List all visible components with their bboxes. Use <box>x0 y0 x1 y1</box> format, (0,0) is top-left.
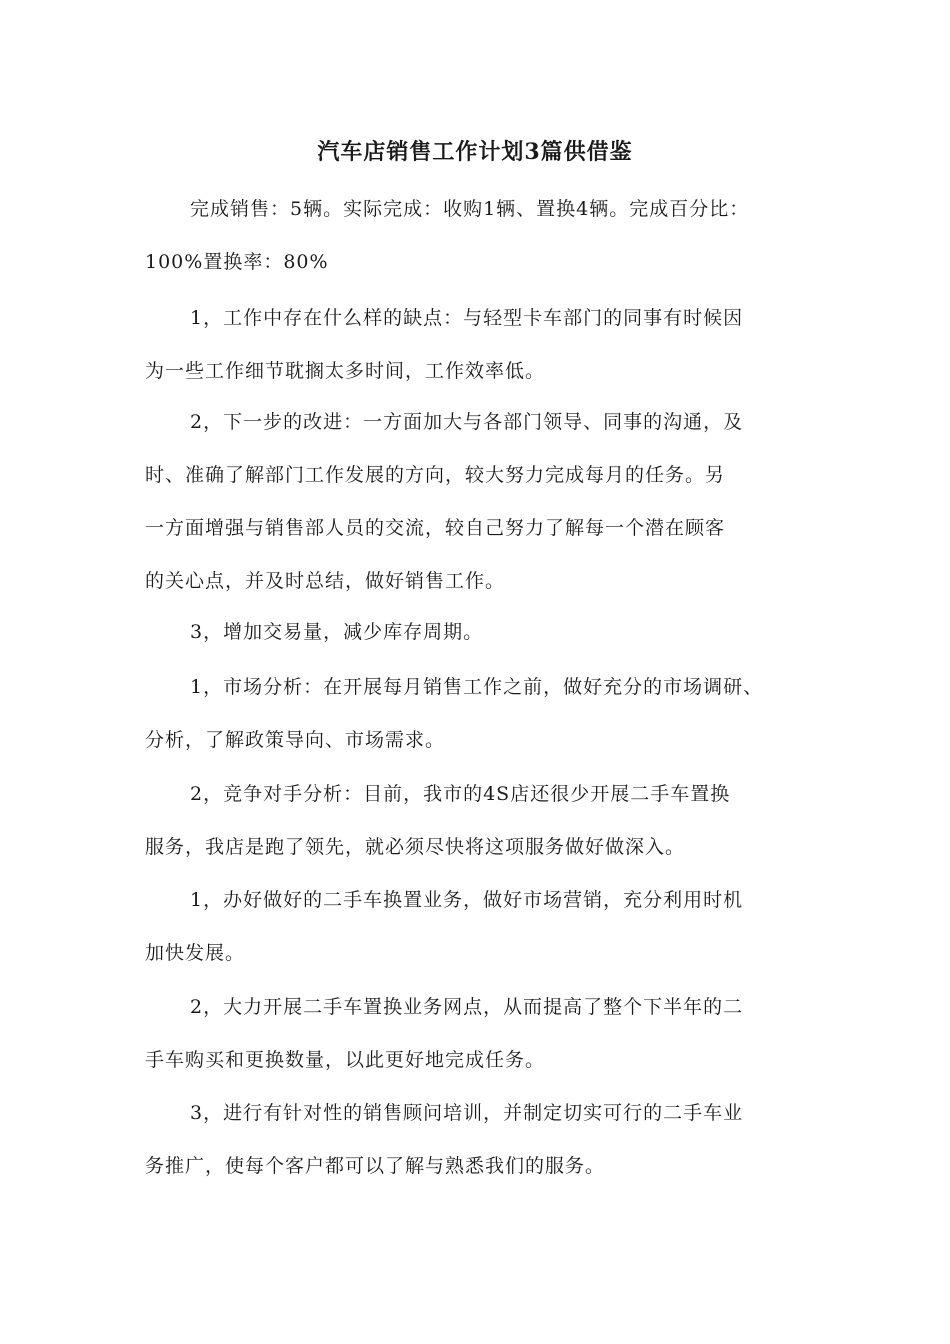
paragraph-replacement-network <box>145 981 815 1087</box>
paragraph-line: 时、准确了解部门工作发展的方向，较大努力完成每月的任务。另 <box>145 464 726 486</box>
paragraph-line: 服务，我店是跑了领先，就必须尽快将这项服务做好做深入。 <box>145 836 686 858</box>
paragraph-sales-training <box>145 1087 815 1193</box>
paragraph-line: 2，大力开展二手车置换业务网点，从而提高了整个下半年的二 <box>190 996 744 1018</box>
paragraph-market-analysis <box>145 661 815 767</box>
paragraph-line: 1，市场分析：在开展每月销售工作之前，做好充分的市场调研、 <box>190 676 764 698</box>
paragraph-competitor-analysis <box>145 768 815 874</box>
paragraph-line: 3，增加交易量，减少库存周期。 <box>190 621 484 643</box>
paragraph-line: 1，工作中存在什么样的缺点：与轻型卡车部门的同事有时候因 <box>190 307 744 329</box>
document-title: 汽车店销售工作计划3篇供借鉴 <box>317 139 633 165</box>
paragraph-line: 务推广，使每个客户都可以了解与熟悉我们的服务。 <box>145 1155 606 1177</box>
paragraph-line: 加快发展。 <box>145 942 246 964</box>
paragraph-line: 手车购买和更换数量，以此更好地完成任务。 <box>145 1049 546 1071</box>
paragraph-line: 3，进行有针对性的销售顾问培训，并制定切实可行的二手车业 <box>190 1102 744 1124</box>
paragraph-used-car-business <box>145 874 815 980</box>
paragraph-line: 100%置换率：80% <box>145 251 329 273</box>
paragraph-line: 分析，了解政策导向、市场需求。 <box>145 729 446 751</box>
paragraph-improvements <box>145 396 815 608</box>
paragraph-line: 2，竞争对手分析：目前，我市的4S店还很少开展二手车置换 <box>190 783 731 805</box>
paragraph-line: 完成销售：5辆。实际完成：收购1辆、置换4辆。完成百分比： <box>190 198 750 220</box>
paragraph-sales-summary <box>145 183 815 289</box>
paragraph-shortcomings <box>145 292 815 398</box>
paragraph-line: 1，办好做好的二手车换置业务，做好市场营销，充分利用时机 <box>190 889 744 911</box>
paragraph-line: 一方面增强与销售部人员的交流，较自己努力了解每一个潜在顾客 <box>145 517 726 539</box>
paragraph-line: 为一些工作细节耽搁太多时间，工作效率低。 <box>145 360 546 382</box>
paragraph-trade-volume <box>145 606 815 659</box>
paragraph-line: 的关心点，并及时总结，做好销售工作。 <box>145 570 506 592</box>
paragraph-line: 2，下一步的改进：一方面加大与各部门领导、同事的沟通，及 <box>190 411 744 433</box>
